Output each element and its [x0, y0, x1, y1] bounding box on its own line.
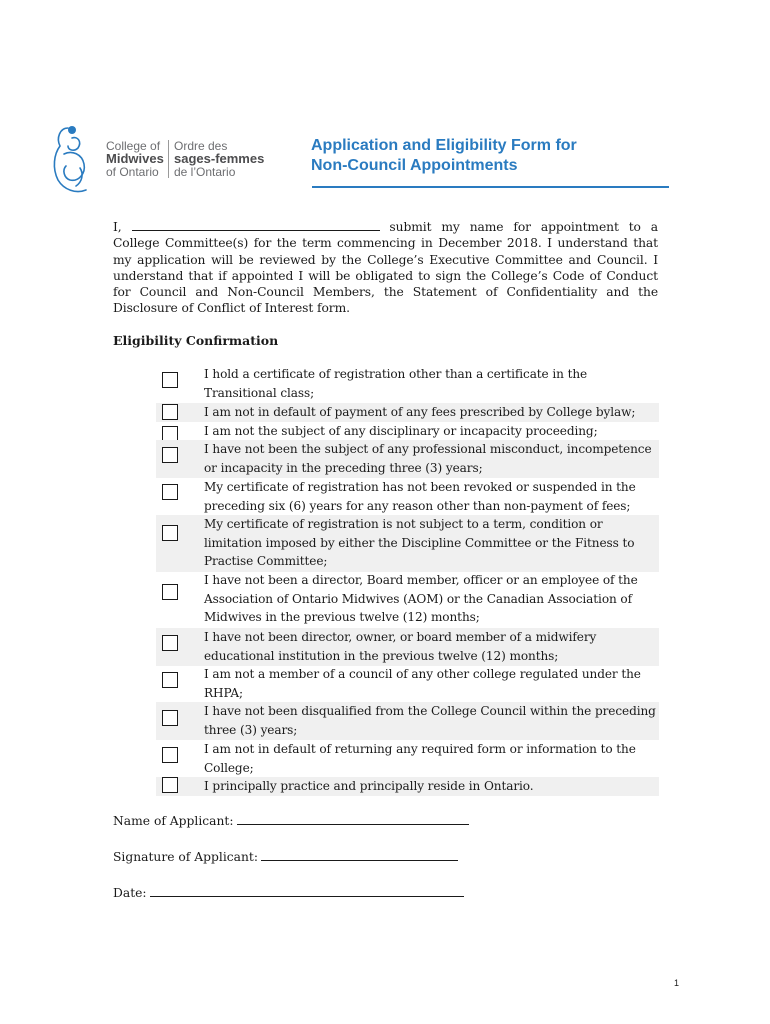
checklist-item-text: I have not been disqualified from the College Council within the preceding three (3) years; [204, 704, 656, 737]
signature-of-applicant-field [113, 849, 458, 864]
checklist-item [156, 440, 659, 478]
checklist-item [156, 478, 659, 516]
checkbox[interactable] [162, 484, 178, 500]
logo-en-line-1: College of [106, 139, 161, 153]
form-title-line-2: Non-Council Appointments [311, 157, 518, 174]
intro-body: submit my name for appointment to a College Committee(s) for the term commencing in December 2018. I understand that my application will be reviewed by the College’s Executive Committee and Council. I understand that if appointed I will be obligated to sign the College’s Code of Conduct for Council and Non-Council Members, the Statement of Confidentiality and the Disclosure of Conflict of Interest form. [113, 220, 659, 316]
checklist-item-text: I am not the subject of any disciplinary or incapacity proceeding; [204, 424, 598, 438]
name-of-applicant-label: Name of Applicant: [113, 814, 234, 828]
logo-fr-line-1: Ordre des [174, 139, 228, 153]
logo-en-line-2: Midwives [106, 151, 164, 166]
checklist-item [156, 515, 659, 572]
checklist-item [156, 777, 659, 796]
checklist-item [156, 422, 659, 441]
checklist-item [156, 571, 659, 628]
logo-divider [168, 140, 169, 178]
checkbox[interactable] [162, 525, 178, 541]
checklist-item-text: I am not in default of payment of any fees prescribed by College bylaw; [204, 405, 636, 419]
page-number: 1 [674, 978, 680, 988]
name-of-applicant-field [113, 813, 469, 828]
checkbox[interactable] [162, 777, 178, 793]
date-field [113, 885, 464, 900]
date-line[interactable] [150, 885, 464, 897]
logo-fr-line-2: sages-femmes [174, 151, 265, 166]
date-label: Date: [113, 886, 147, 900]
checklist-item-text: I am not a member of a council of any other college regulated under the RHPA; [204, 667, 641, 700]
checklist-item-text: I hold a certificate of registration other than a certificate in the Transitional class; [204, 367, 588, 400]
logo-english-name [106, 140, 164, 179]
logo-en-line-3: of Ontario [106, 165, 159, 179]
checklist-item [156, 365, 659, 403]
name-of-applicant-line[interactable] [237, 813, 469, 825]
checklist-item [156, 702, 659, 740]
checkbox[interactable] [162, 672, 178, 688]
checkbox[interactable] [162, 447, 178, 463]
checklist-item [156, 665, 659, 703]
checkbox[interactable] [162, 404, 178, 420]
form-title [311, 136, 671, 176]
checklist-item-text: I principally practice and principally reside in Ontario. [204, 779, 534, 793]
checklist-item [156, 740, 659, 778]
form-title-line-1: Application and Eligibility Form for [311, 137, 577, 154]
checklist-item [156, 628, 659, 666]
checkbox[interactable] [162, 635, 178, 651]
intro-prefix: I, [113, 220, 122, 234]
checkbox[interactable] [162, 710, 178, 726]
signature-of-applicant-label: Signature of Applicant: [113, 850, 258, 864]
checkbox[interactable] [162, 747, 178, 763]
checklist-item-text: I am not in default of returning any required form or information to the College; [204, 742, 636, 775]
title-rule [312, 186, 669, 188]
checklist-item-text: My certificate of registration is not subject to a term, condition or limitation imposed by either the Discipline Committee or the Fitness to Practise Committee; [204, 517, 635, 569]
checklist-item-text: My certificate of registration has not been revoked or suspended in the preceding six (6) years for any reason other than non-payment of fees; [204, 480, 636, 513]
eligibility-heading: Eligibility Confirmation [113, 333, 279, 348]
checkbox[interactable] [162, 584, 178, 600]
signature-of-applicant-line[interactable] [261, 849, 458, 861]
checklist-item [156, 403, 659, 422]
checklist-item-text: I have not been a director, Board member, officer or an employee of the Association of Ontario Midwives (AOM) or the Canadian Association of Midwives in the previous twelve (12) months; [204, 573, 638, 625]
logo-fr-line-3: de l’Ontario [174, 165, 236, 179]
intro-paragraph [113, 219, 658, 317]
logo-french-name [174, 140, 264, 179]
checklist-item-text: I have not been the subject of any professional misconduct, incompetence or incapacity in the preceding three (3) years; [204, 442, 652, 475]
checklist-item-text: I have not been director, owner, or board member of a midwifery educational institution in the previous twelve (12) months; [204, 630, 597, 663]
applicant-name-blank[interactable] [132, 219, 380, 231]
college-logo [50, 124, 280, 196]
checkbox[interactable] [162, 372, 178, 388]
mother-and-child-icon [50, 124, 106, 196]
